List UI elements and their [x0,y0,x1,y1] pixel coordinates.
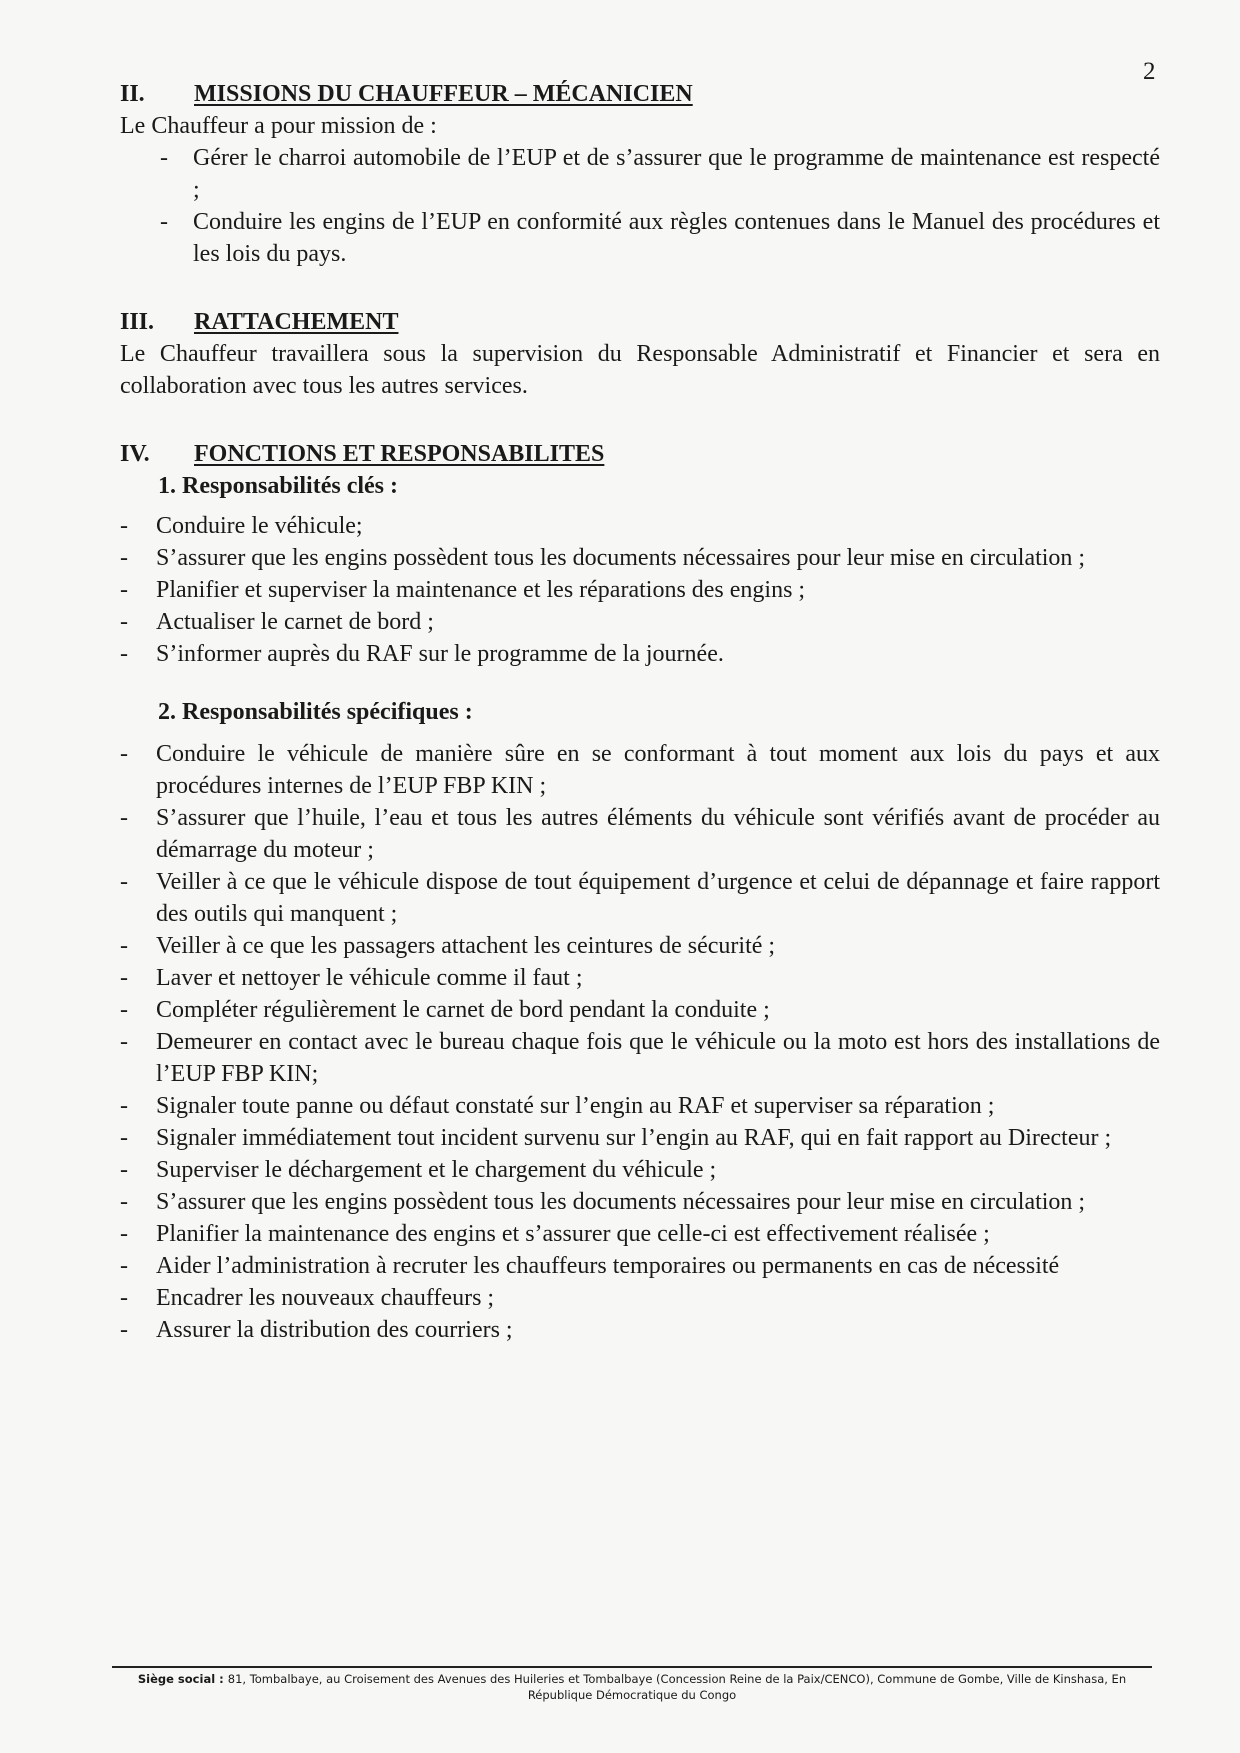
subheading-responsabilites-specifiques: 2. Responsabilités spécifiques : [158,699,473,725]
list-item: - Superviser le déchargement et le chargement du véhicule ; [120,1154,1160,1186]
list-item: - Gérer le charroi automobile de l’EUP et de s’assurer que le programme de maintenance est respecté ; [120,142,1160,206]
footer-label: Siège social [137,1672,216,1686]
bullet-dash: - [120,1189,128,1215]
bullet-dash: - [120,1093,128,1119]
document-body [120,78,1160,1346]
bullet-dash: - [120,1253,128,1279]
section-number: IV. [120,441,150,467]
bullet-dash: - [120,805,128,831]
section-title: FONCTIONS ET RESPONSABILITES [194,441,605,467]
footer-divider [112,1666,1152,1668]
list-item: - Signaler toute panne ou défaut constaté sur l’engin au RAF et superviser sa réparation ; [120,1090,1160,1122]
footer-address-text: 81, Tombalbaye, au Croisement des Avenues des Huileries et Tombalbaye (Concession Reine de la Paix/CENCO), Commune de Gombe, Ville de Kinshasa, En République Démocratique du Congo [227,1672,1127,1702]
list-item: - Veiller à ce que les passagers attachent les ceintures de sécurité ; [120,930,1160,962]
bullet-dash: - [120,609,128,635]
bullet-dash: - [120,933,128,959]
bullet-dash: - [120,965,128,991]
list-item: - S’informer auprès du RAF sur le programme de la journée. [120,638,1160,670]
list-item: - Veiller à ce que le véhicule dispose de tout équipement d’urgence et celui de dépannage et faire rapport des outils qui manquent ; [120,866,1160,930]
section-heading-fonctions [120,438,1160,470]
list-item: - Conduire le véhicule; [120,510,1160,542]
list-item: - S’assurer que l’huile, l’eau et tous les autres éléments du véhicule sont vérifiés avant de procéder au démarrage du moteur ; [120,802,1160,866]
missions-list [120,142,1160,270]
list-item: - S’assurer que les engins possèdent tous les documents nécessaires pour leur mise en circulation ; [120,1186,1160,1218]
list-item: - Actualiser le carnet de bord ; [120,606,1160,638]
bullet-dash: - [120,869,128,895]
page-footer [112,1666,1152,1703]
bullet-dash: - [120,997,128,1023]
section-number: II. [120,81,145,107]
bullet-dash: - [120,1029,128,1055]
bullet-dash: - [120,1125,128,1151]
subheading-responsabilites-cles: 1. Responsabilités clés : [158,473,398,499]
bullet-dash: - [120,641,128,667]
footer-address: Siège social : 81, Tombalbaye, au Croisement des Avenues des Huileries et Tombalbaye (Concession Reine de la Paix/CENCO), Commune de Gombe, Ville de Kinshasa, En République Démocratique du Congo [137,1672,1127,1702]
list-item: - S’assurer que les engins possèdent tous les documents nécessaires pour leur mise en circulation ; [120,542,1160,574]
responsabilites-cles-list [120,510,1160,670]
bullet-dash: - [120,1221,128,1247]
bullet-dash: - [120,545,128,571]
bullet-dash: - [160,209,168,235]
list-item: - Compléter régulièrement le carnet de bord pendant la conduite ; [120,994,1160,1026]
list-item: - Planifier la maintenance des engins et s’assurer que celle-ci est effectivement réalisée ; [120,1218,1160,1250]
bullet-dash: - [120,1157,128,1183]
list-item: - Laver et nettoyer le véhicule comme il faut ; [120,962,1160,994]
bullet-dash: - [120,577,128,603]
list-item: - Conduire le véhicule de manière sûre en se conformant à tout moment aux lois du pays et aux procédures internes de l’EUP FBP KIN ; [120,738,1160,802]
section-heading-missions [120,78,1160,110]
list-item: - Encadrer les nouveaux chauffeurs ; [120,1282,1160,1314]
bullet-dash: - [120,513,128,539]
section-title: RATTACHEMENT [194,309,399,335]
section-heading-rattachement [120,306,1160,338]
list-item: - Assurer la distribution des courriers ; [120,1314,1160,1346]
list-item: - Conduire les engins de l’EUP en conformité aux règles contenues dans le Manuel des procédures et les lois du pays. [120,206,1160,270]
list-item: - Planifier et superviser la maintenance et les réparations des engins ; [120,574,1160,606]
bullet-dash: - [120,1317,128,1343]
responsabilites-specifiques-list [120,738,1160,1346]
list-item: - Aider l’administration à recruter les chauffeurs temporaires ou permanents en cas de nécessité [120,1250,1160,1282]
bullet-dash: - [160,145,168,171]
section-title: MISSIONS DU CHAUFFEUR – MÉCANICIEN [194,81,693,107]
rattachement-text: Le Chauffeur travaillera sous la supervision du Responsable Administratif et Financier et sera en collaboration avec tous les autres services. [120,341,1160,399]
page-number: 2 [1143,58,1156,85]
section-number: III. [120,309,155,335]
bullet-dash: - [120,741,128,767]
list-item: - Signaler immédiatement tout incident survenu sur l’engin au RAF, qui en fait rapport au Directeur ; [120,1122,1160,1154]
bullet-dash: - [120,1285,128,1311]
missions-intro: Le Chauffeur a pour mission de : [120,113,437,139]
list-item: - Demeurer en contact avec le bureau chaque fois que le véhicule ou la moto est hors des installations de l’EUP FBP KIN; [120,1026,1160,1090]
